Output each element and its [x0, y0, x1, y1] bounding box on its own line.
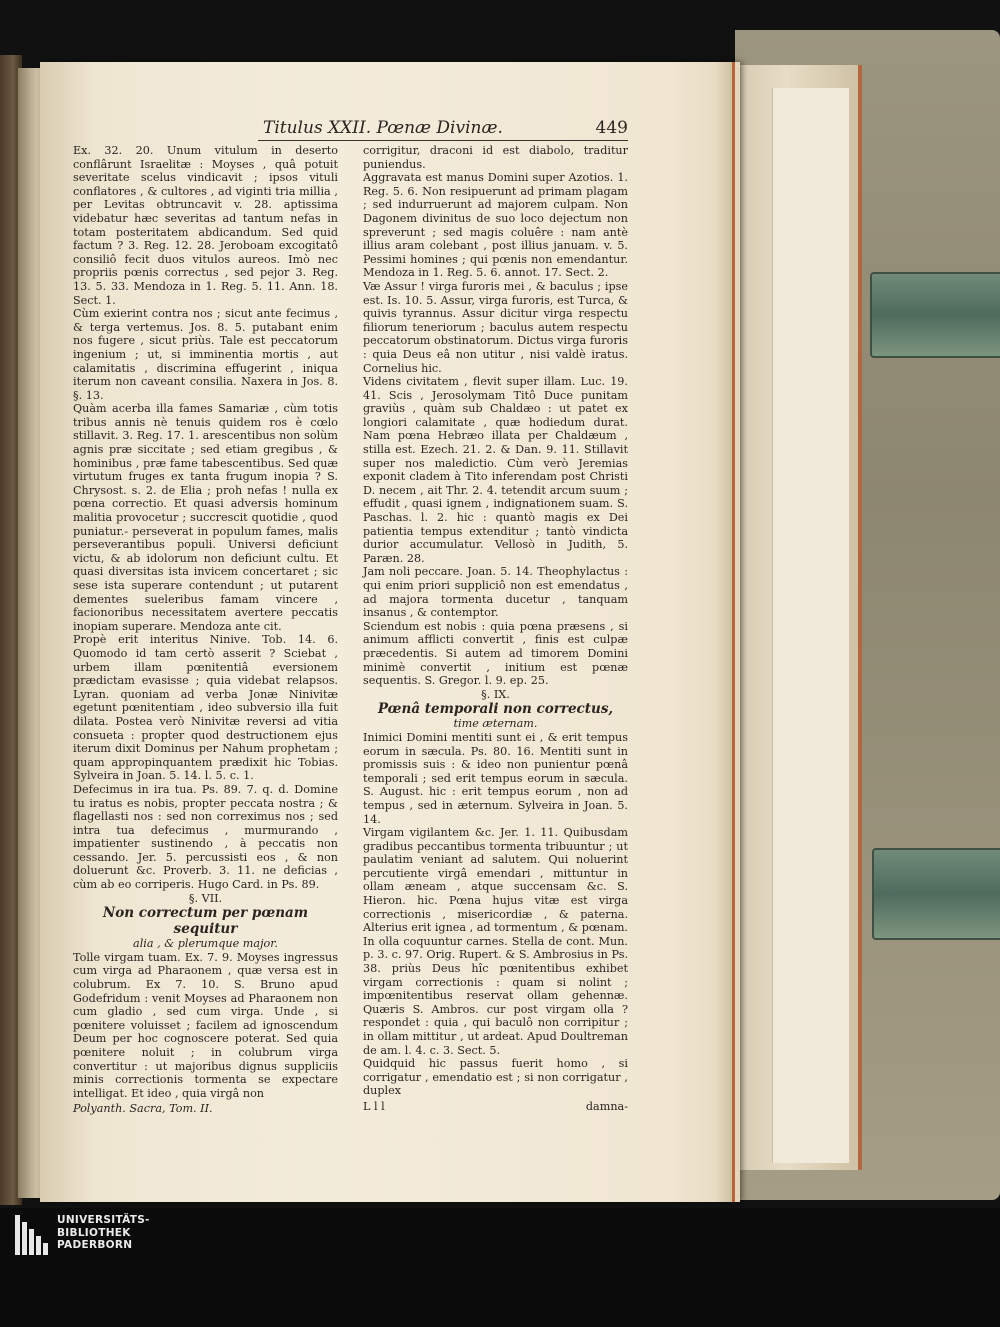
paragraph: Defecimus in ira tua. Ps. 89. 7. q. d. Domine tu iratus es nobis, propter peccata nostra ; & flagellasti nos : sed non correximus nos ; sed intra tua defecimus , murmurando , impatienter sustinendo , à peccatis non cessando. Jer. 5. percussisti eos , & non doluerunt &c. Proverb. 3. 11. ne deficias , cùm ab eo corriperis. Hugo Card. in Ps. 89.: [73, 782, 338, 892]
paragraph: Sciendum est nobis : quia pœna præsens , si animum afflicti convertit , finis est culpæ præcedentis. Si autem ad timorem Domini minimè convertit , initium est pœnæ sequentis. S. Gregor. l. 9. ep. 25.: [363, 619, 628, 688]
section-subtitle: alia , & plerumque major.: [133, 937, 278, 951]
page-number: 449: [595, 118, 628, 138]
metal-clasp-bottom: [872, 848, 1000, 940]
logo-line: UNIVERSITÄTS-: [57, 1214, 150, 1226]
paragraph: Quàm acerba illa fames Samariæ , cùm totis tribus annis nè tenuis quidem ros è cœlo stillavit. 3. Reg. 17. 1. arescentibus non solùm agnis præ siccitate ; sed etiam gregibus , & hominibus , præ fame tabescentibus. Sed quæ virtutum fruges ex tanta frugum inopia ? S. Chrysost. s. 2. de Elia ; proh nefas ! nulla ex pœna correctio. Et quasi adversis hominum malitia provocetur ; succrescit quotidie , quod puniatur.- perseverat in populum fames, malis perseverantibus populi. Universi deficiunt victu, & ab idolorum non deficiunt cultu. Et quasi diversitas ista invicem concertaret ; sic sese ista superare contendunt ; ut putarent dementes sueleribus famam vincere , facionoribus necessitatem avertere peccatis inopiam superare. Mendoza ante cit.: [73, 402, 338, 633]
right-column: [363, 144, 628, 1114]
logo-line: PADERBORN: [57, 1239, 133, 1251]
paragraph: Inimici Domini mentiti sunt ei , & erit tempus eorum in sæcula. Ps. 80. 16. Mentiti sunt in promissis suis : & ideo non punientur pœnâ temporali ; sed erit tempus eorum in sæcula. S. August. hic : erit tempus eorum , non ad tempus , sed in æternum. Sylveira in Joan. 5. 14.: [363, 730, 628, 826]
paragraph: Tolle virgam tuam. Ex. 7. 9. Moyses ingressus cum virga ad Pharaonem , quæ versa est in colubrum. Ex 7. 10. S. Bruno apud Godefridum : venit Moyses ad Pharaonem non cum gladio , sed cum virga. Unde , si pœnitere voluisset ; facilem ad ignoscendum Deum per hoc cognoscere poterat. Sed quia pœnitere noluit ; in colubrum virga convertitur : ut majoribus dignus suppliciis minis correctionis tormenta se expectare intelligat. Et ideo , quia virgâ non: [73, 950, 338, 1100]
section-title: Non correctum per pœnam sequitur: [102, 905, 309, 938]
section-title: Pœnâ temporali non correctus,: [377, 701, 614, 718]
section-subtitle: time æternam.: [453, 717, 538, 731]
paragraph: Jam noli peccare. Joan. 5. 14. Theophylactus : qui enim priori suppliciô non est emendatus , ad majora tormenta ducetur , tanquam insanus , & contemptor.: [363, 565, 628, 620]
page-content: [73, 118, 628, 1158]
library-footer: [0, 1208, 1000, 1327]
signature-mark: L l l: [363, 1099, 385, 1113]
metal-clasp-top: [870, 272, 1000, 358]
library-logo-text: [57, 1214, 150, 1252]
logo-line: BIBLIOTHEK: [57, 1226, 131, 1239]
catchword: damna-: [585, 1099, 628, 1113]
signature-left: Polyanth. Sacra, Tom. II.: [73, 1102, 213, 1116]
section-number: §. IX.: [481, 687, 510, 701]
paragraph: Virgam vigilantem &c. Jer. 1. 11. Quibusdam gradibus peccantibus tormenta tribuuntur ; ut paulatim veniant ad salutem. Qui noluerint percutiente virgâ emendari , mittuntur in ollam æneam , atque succensam &c. S. Hieron. hic. Pœna hujus vitæ est virga correctionis , misericordiæ , & paterna. Alterius erit ignea , ad tormentum , & pœnam. In olla coquuntur carnes. Stella de cont. Mun. p. 3. c. 97. Orig. Rupert. & S. Ambrosius in Ps. 38. priùs Deus hîc pœnitentibus exhibet virgam correctionis : quam si nolint ; impœnitentibus reservat ollam gehennæ. Quæris S. Ambros. cur post virgam olla ? respondet : quia , qui baculô non corripitur ; in ollam mittitur , ut ardeat. Apud Doultreman de am. l. 4. c. 3. Sect. 5.: [363, 826, 628, 1057]
running-head: [258, 118, 628, 141]
paragraph: Videns civitatem , flevit super illam. Luc. 19. 41. Scis , Jerosolymam Titô Duce punitam graviùs , quàm sub Chaldæo : ut patet ex longiori calamitate , quæ hodiedum durat. Nam pœna Hebræo illata per Chaldæum , stilla est. Ezech. 21. 2. & Dan. 9. 11. Stillavit super nos maledictio. Cùm verò Jeremias exponit cladem à Tito inferendam post Christi D. necem , ait Thr. 2. 4. tetendit arcum suum ; effudit , quasi ignem , indignationem suam. S. Paschas. l. 2. hic : quantò magis ex Dei patientia tempus extenditur ; tantò vindicta durior accumulatur. Vellosò in Judith, 5. Paræn. 28.: [363, 375, 628, 565]
library-logo-icon: [15, 1215, 49, 1255]
paragraph: Aggravata est manus Domini super Azotios. 1. Reg. 5. 6. Non resipuerunt ad primam plagam ; sed indurruerunt ad majorem culpam. Non Dagonem divinitus de suo loco dejectum non spreverunt ; sed magis coluêre : nam antè illius aram colebant , post illius januam. v. 5. Pessimi homines ; qui pœnis non emendantur. Mendoza in 1. Reg. 5. 6. annot. 17. Sect. 2.: [363, 171, 628, 280]
left-column: [73, 144, 338, 1116]
running-title: Titulus XXII. Pœnæ Divinæ.: [263, 118, 503, 138]
paragraph: Cùm exierint contra nos ; sicut ante fecimus , & terga vertemus. Jos. 8. 5. putabant enim nos fugere , sicut priùs. Tale est peccatorum ingenium ; ut, si imminentia mortis , aut calamitatis , discrimina effugerint , iniqua iterum non caveant consilia. Naxera in Jos. 8. §. 13.: [73, 307, 338, 402]
page-edge-right: [716, 62, 735, 1202]
paragraph: Ex. 32. 20. Unum vitulum in deserto conflârunt Israelitæ : Moyses , quâ potuit severitate scelus vindicavit ; ipsos vituli conflatores , & cultores , ad viginti tria millia , per Levitas obtruncavit v. 28. aptissima videbatur hæc severitas ad tantum nefas in totam posteritatem abdicandum. Sed quid factum ? 3. Reg. 12. 28. Jeroboam excogitatô consiliô fecit duos vitulos aureos. Imò nec propriis pœnis correctus , sed pejor 3. Reg. 13. 5. 33. Mendoza in 1. Reg. 5. 11. Ann. 18. Sect. 1.: [73, 144, 338, 307]
section-number: §. VII.: [188, 891, 223, 905]
paragraph: Væ Assur ! virga furoris mei , & baculus ; ipse est. Is. 10. 5. Assur, virga furoris, est Turca, & quivis tyrannus. Assur dicitur virga respectu filiorum teneriorum ; baculus autem respectu peccatorum obstinatorum. Dictus virga furoris : quia Deus eâ non utitur , nisi valdè iratus. Cornelius hic.: [363, 279, 628, 375]
page-foot: [363, 1100, 628, 1114]
paragraph: Quidquid hic passus fuerit homo , si corrigatur , emendatio est ; si non corrigatur , duplex: [363, 1057, 628, 1098]
signature-line: [73, 1102, 338, 1116]
page-stack-inner: [772, 88, 849, 1163]
paragraph: Propè erit interitus Ninive. Tob. 14. 6. Quomodo id tam certò asserit ? Sciebat , urbem illam pœnitentiâ eversionem prædictam evasisse ; quia videbat relapsos. Lyran. quoniam ad verba Jonæ Ninivitæ egetunt pœnitentiam , ideo subversio illa fuit dilata. Postea verò Ninivitæ reversi ad vitia consueta : propter quod destructionem ejus iterum dixit Dominus per Nahum prophetam ; quam appropinquantem prædixit hic Tobias. Sylveira in Joan. 5. 14. l. 5. c. 1.: [73, 633, 338, 783]
paragraph: corrigitur, draconi id est diabolo, traditur puniendus.: [363, 144, 628, 171]
